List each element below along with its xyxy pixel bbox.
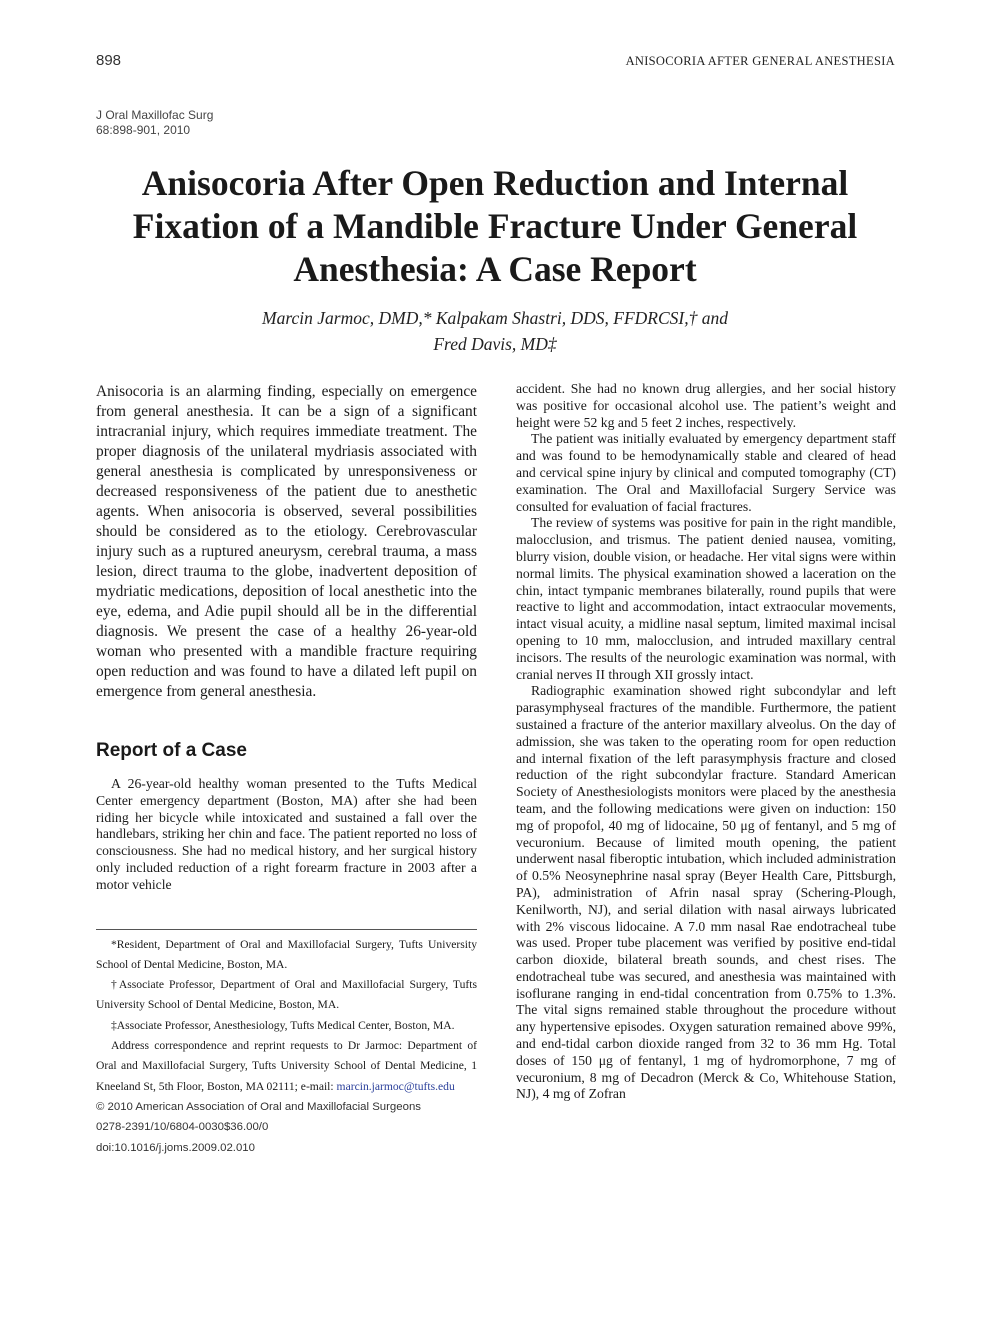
doi-line: doi:10.1016/j.joms.2009.02.010 xyxy=(96,1141,255,1154)
journal-name: J Oral Maxillofac Surg xyxy=(96,108,214,122)
authors-line-1: Marcin Jarmoc, DMD,* Kalpakam Shastri, DDS, FFDRCSI,† and xyxy=(262,308,728,328)
publication-meta xyxy=(96,1097,477,1158)
section-heading-report-of-a-case: Report of a Case xyxy=(96,740,247,761)
running-head: ANISOCORIA AFTER GENERAL ANESTHESIA xyxy=(625,54,895,68)
correspondence-text: Address correspondence and reprint requests to Dr Jarmoc: Department of Oral and Maxillofacial Surgery, Tufts University School of Dental Medicine, 1 Kneeland St, 5th Floor, Boston, MA 02111; e-mail: xyxy=(96,1039,477,1093)
case-report-body xyxy=(96,776,477,894)
article-title: Anisocoria After Open Reduction and Internal Fixation of a Mandible Fracture Under General Anesthesia: A Case Report xyxy=(132,163,858,289)
authors-line-2: Fred Davis, MD‡ xyxy=(433,334,557,354)
page-number: 898 xyxy=(96,52,122,69)
copyright-line: © 2010 American Association of Oral and Maxillofacial Surgeons xyxy=(96,1100,421,1113)
footnotes xyxy=(96,929,477,1158)
abstract-text: Anisocoria is an alarming finding, especially on emergence from general anesthesia. It can be a sign of a significant intracranial injury, which requires immediate treatment. The proper diagnosis of the unilateral mydriasis associated with general anesthesia is complicated by unresponsiveness or decreased responsiveness of the patient due to anesthetic agents. When anisocoria is observed, several possibilities should be considered as to the etiology. Cerebrovascular injury such as a ruptured aneurysm, cerebral trauma, a mass lesion, direct trauma to the globe, inadvertent deposition of mydriatic medications, deposition of local anesthetic into the eye, edema, and Adie pupil should all be in the differential diagnosis. We present the case of a healthy 26-year-old woman who presented with a mandible fracture requiring open reduction and was found to have a dilated left pupil on emergence from general anesthesia. xyxy=(96,383,477,700)
left-column xyxy=(96,382,477,1158)
correspondence-note xyxy=(96,1036,477,1097)
case-paragraph-4: Radiographic examination showed right subcondylar and left parasymphyseal fractures of the mandible. Furthermore, the patient sustained a fracture of the anterior maxillary alveolus. On the day of admission, she was taken to the operating room for open reduction and internal fixation of the left parasymphysis fracture and closed reduction of the right subcondylar fracture. Standard American Society of Anesthesiologists monitors were placed by the anesthesia team, and the following medications were given on induction: 150 mg of propofol, 40 mg of lidocaine, 50 μg of fentanyl, and 5 mg of vecuronium. Because of limited mouth opening, the patient underwent nasal fiberoptic intubation, which included administration of 0.5% Neosynephrine nasal spray (Beyer Health Care, Pittsburgh, PA), administration of Afrin nasal spray (Schering-Plough, Kenilworth, NJ), and serial dilation with nasal airways lubricated with 2% viscous lidocaine. A 7.0 mm nasal Rae endotracheal tube was used. Proper tube placement was verified by positive end-tidal carbon dioxide, bilateral breath sounds, and chest rises. The endotracheal tube was secured, and anesthesia was maintained with isoflurane ranging in end-tidal concentration from 0.75% to 1.3%. The vital signs remained stable throughout the procedure without any hypertensive episodes. Oxygen saturation remained above 99%, and end-tidal carbon dioxide ranged from 32 to 36 mm Hg. Total doses of 150 μg of fentanyl, 1 mg of hydromorphone, 7 mg of vecuronium, 8 mg of Decadron (Merck & Co, Whitehouse Station, NJ), 4 mg of Zofran xyxy=(516,683,896,1102)
author-list xyxy=(95,305,895,357)
case-paragraph-1: A 26-year-old healthy woman presented to the Tufts Medical Center emergency department (Boston, MA) after she had been riding her bicycle while intoxicated and sustained a fall over the handlebars, striking her chin and face. The patient reported no loss of consciousness. She had no medical history, and her surgical history only included reduction of a right forearm fracture in 2003 after a motor vehicle xyxy=(96,776,477,892)
footnote-author-1: *Resident, Department of Oral and Maxillofacial Surgery, Tufts University School of Dental Medicine, Boston, MA. xyxy=(96,937,477,971)
journal-volume-pages: 68:898-901, 2010 xyxy=(96,123,191,137)
footnote-author-2: †Associate Professor, Department of Oral and Maxillofacial Surgery, Tufts University School of Dental Medicine, Boston, MA. xyxy=(96,978,477,1012)
footnote-author-3: ‡Associate Professor, Anesthesiology, Tufts Medical Center, Boston, MA. xyxy=(111,1018,455,1032)
abstract xyxy=(96,382,477,702)
right-column xyxy=(516,381,896,1103)
journal-citation xyxy=(96,108,213,138)
case-paragraph-3: The review of systems was positive for pain in the right mandible, malocclusion, and trismus. The patient denied nausea, vomiting, blurry vision, double vision, or headache. Her vital signs were within normal limits. The physical examination showed a laceration on the chin, intact tympanic membranes bilaterally, round pupils that were reactive to light and accommodation, intact extraocular movements, intact visual acuity, a midline nasal septum, limited maximal incisal opening to 10 mm, malocclusion, and intruded maxillary central incisors. The results of the neurologic examination was normal, with cranial nerves II through XII grossly intact. xyxy=(516,515,896,682)
issn-line: 0278-2391/10/6804-0030$36.00/0 xyxy=(96,1121,269,1134)
case-paragraph-continued: accident. She had no known drug allergies, and her social history was positive for occasional alcohol use. The patient’s weight and height were 52 kg and 5 feet 2 inches, respectively. xyxy=(516,381,896,430)
case-paragraph-2: The patient was initially evaluated by emergency department staff and was found to be hemodynamically stable and cleared of head and cervical spine injury by clinical and computed tomography (CT) examination. The Oral and Maxillofacial Surgery Service was consulted for evaluation of facial fractures. xyxy=(516,431,896,514)
email-link[interactable]: marcin.jarmoc@tufts.edu xyxy=(336,1079,455,1093)
